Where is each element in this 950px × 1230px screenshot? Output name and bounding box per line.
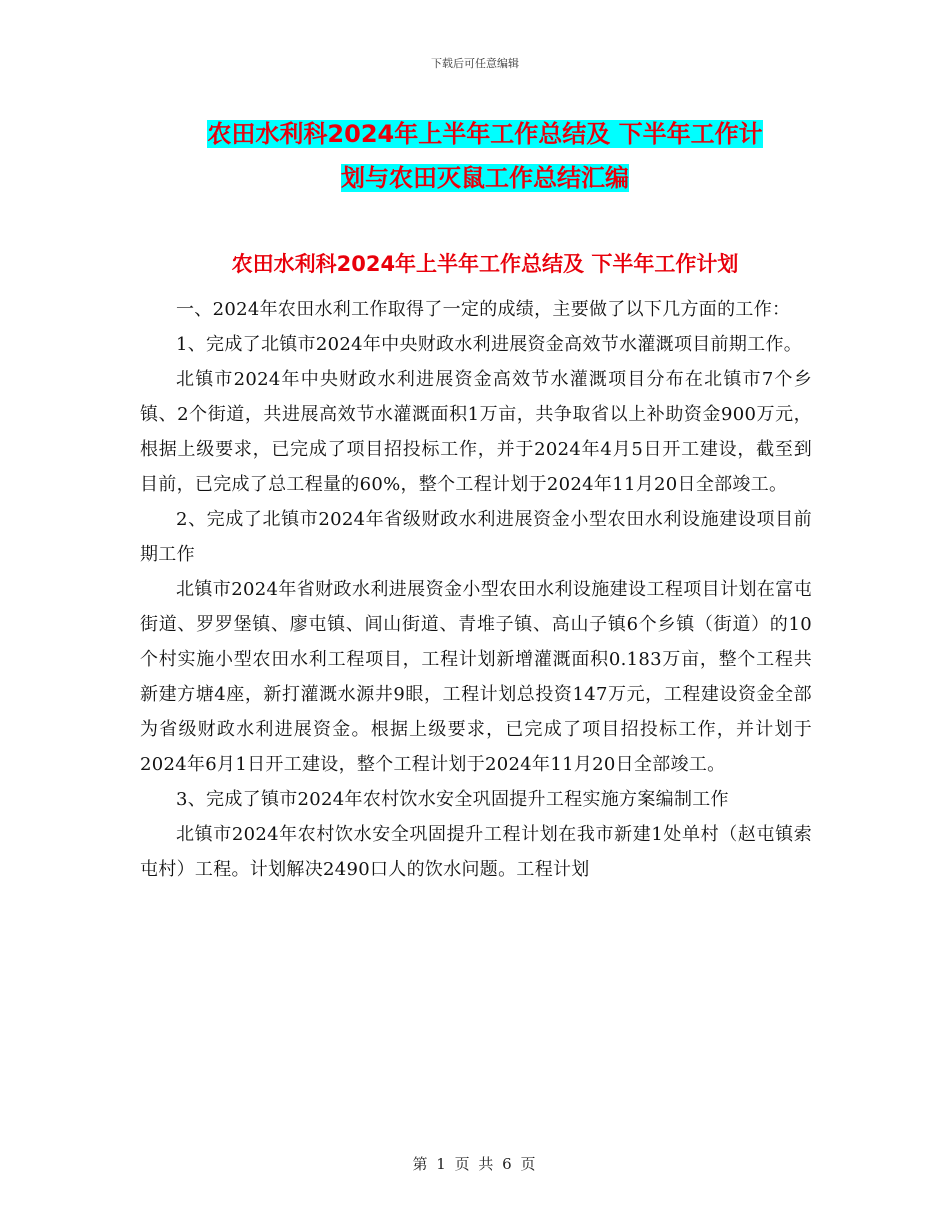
document-title	[140, 112, 830, 200]
page-number: 第 1 页 共 6 页	[412, 1155, 538, 1173]
paragraph: 北镇市2024年中央财政水利进展资金高效节水灌溉项目分布在北镇市7个乡镇、2个街道，共进展高效节水灌溉面积1万亩，共争取省以上补助资金900万元，根据上级要求，已完成了项目招投标工作，并于2024年4月5日开工建设，截至到目前，已完成了总工程量的60%，整个工程计划于2024年11月20日全部竣工。	[140, 369, 812, 495]
paragraph: 3、完成了镇市2024年农村饮水安全巩固提升工程实施方案编制工作	[176, 789, 729, 810]
header-note: 下载后可任意编辑	[431, 57, 519, 70]
title-line-2: 划与农田灭鼠工作总结汇编	[341, 164, 629, 192]
paragraph: 一、2024年农田水利工作取得了一定的成绩，主要做了以下几方面的工作：	[176, 299, 791, 320]
paragraph: 2、完成了北镇市2024年省级财政水利进展资金小型农田水利设施建设项目前期工作	[140, 509, 812, 565]
paragraph: 北镇市2024年省财政水利进展资金小型农田水利设施建设工程项目计划在富屯街道、罗罗堡镇、廖屯镇、闾山街道、青堆子镇、高山子镇6个乡镇（街道）的10个村实施小型农田水利工程项目，工程计划新增灌溉面积0.183万亩，整个工程共新建方塘4座，新打灌溉水源井9眼，工程计划总投资147万元，工程建设资金全部为省级财政水利进展资金。根据上级要求，已完成了项目招投标工作，并计划于2024年6月1日开工建设，整个工程计划于2024年11月20日全部竣工。	[140, 579, 812, 775]
paragraph: 1、完成了北镇市2024年中央财政水利进展资金高效节水灌溉项目前期工作。	[176, 334, 803, 355]
section-title: 农田水利科2024年上半年工作总结及 下半年工作计划	[231, 252, 739, 276]
paragraph: 北镇市2024年农村饮水安全巩固提升工程计划在我市新建1处单村（赵屯镇索屯村）工程。计划解决2490口人的饮水问题。工程计划	[140, 824, 812, 880]
document-body	[140, 292, 812, 887]
title-line-1: 农田水利科2024年上半年工作总结及 下半年工作计	[207, 120, 763, 148]
